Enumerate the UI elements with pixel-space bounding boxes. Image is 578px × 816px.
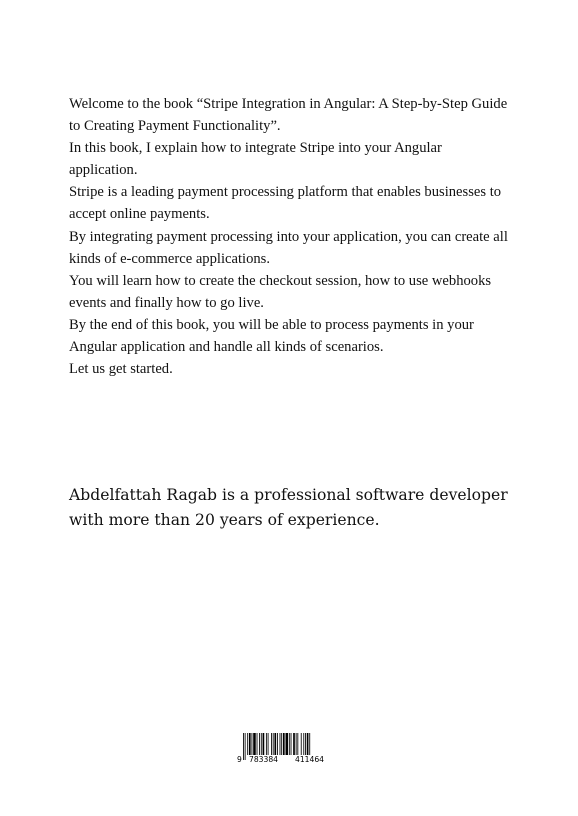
blurb-paragraph-intro: In this book, I explain how to integrate Stripe into your Angular application. — [69, 140, 442, 179]
barcode-bar — [268, 733, 269, 755]
barcode-bar — [273, 733, 274, 755]
barcode-bar — [266, 733, 267, 755]
barcode-bar — [247, 733, 248, 755]
barcode-bar — [291, 733, 292, 755]
barcode-bar — [281, 733, 282, 755]
barcode-bar — [263, 733, 265, 755]
barcode-bar — [303, 733, 304, 755]
barcode-bar — [252, 733, 253, 755]
blurb-paragraph-start: Let us get started. — [69, 361, 173, 378]
blurb-paragraph-outcome: By the end of this book, you will be able to process payments in your Angular application and handle all kinds of scenarios. — [69, 316, 474, 356]
isbn-barcode — [237, 733, 339, 767]
barcode-digit-first: 9 — [237, 755, 242, 764]
barcode-bar — [307, 733, 309, 755]
barcode-bar — [283, 733, 285, 755]
barcode-bar — [293, 733, 295, 755]
barcode-digits-left: 783384 — [249, 755, 278, 764]
barcode-bar — [305, 733, 306, 755]
barcode-bar — [309, 733, 310, 755]
barcode-digits-right: 411464 — [295, 755, 324, 764]
barcode-bar — [253, 733, 256, 755]
barcode-bar — [296, 733, 297, 755]
barcode-bar — [289, 733, 290, 755]
barcode-bar — [261, 733, 262, 755]
blurb-paragraph-ecommerce: By integrating payment processing into your application, you can create all kinds of e-commerce applications. — [69, 228, 508, 267]
author-bio: Abdelfattah Ragab is a professional software developer with more than 20 years of experience. — [69, 486, 508, 529]
blurb-paragraph-welcome: Welcome to the book “Stripe Integration in Angular: A Step-by-Step Guide to Creating Payment Functionality”. — [69, 96, 508, 135]
barcode-digits — [237, 755, 339, 767]
blurb-paragraph-stripe: Stripe is a leading payment processing platform that enables businesses to accept online payments. — [69, 184, 502, 223]
barcode-bar — [301, 733, 302, 755]
blurb-paragraph-topics: You will learn how to create the checkout session, how to use webhooks events and finally how to go live. — [69, 272, 492, 311]
barcode-bar — [286, 733, 289, 755]
barcode-bar — [271, 733, 272, 755]
barcode-bar — [257, 733, 258, 755]
barcode-bar — [259, 733, 260, 755]
barcode-bar — [280, 733, 281, 755]
barcode-bar — [249, 733, 251, 755]
barcode-bar — [297, 733, 298, 755]
book-blurb — [69, 93, 509, 380]
